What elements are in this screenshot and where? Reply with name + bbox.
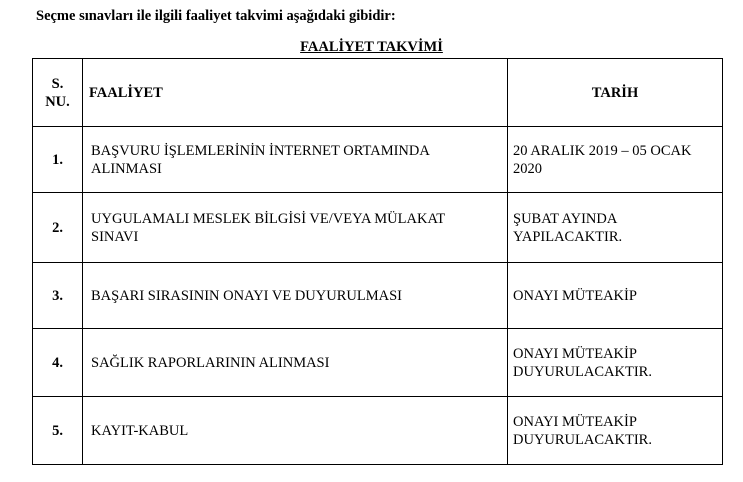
activity-line: UYGULAMALI MESLEK BİLGİSİ VE/VEYA MÜLAKAT [91,210,446,227]
table-row [33,193,723,263]
row-date [508,193,723,263]
row-date [508,127,723,193]
date-line: DUYURULACAKTIR. [513,431,652,448]
row-number: 4. [33,329,83,397]
date-line: ONAYI MÜTEAKİP [513,345,637,362]
date-line: DUYURULACAKTIR. [513,363,652,380]
header-number-line2: NU. [45,93,70,110]
table-row [33,397,723,465]
table-row [33,263,723,329]
row-number: 2. [33,193,83,263]
header-row [33,59,723,127]
row-number: 5. [33,397,83,465]
row-activity [83,397,508,465]
activity-line: BAŞVURU İŞLEMLERİNİN İNTERNET ORTAMINDA [91,142,430,159]
date-line: ONAYI MÜTEAKİP [513,413,637,430]
date-line: 20 ARALIK 2019 – 05 OCAK [513,142,692,159]
activity-line: SAĞLIK RAPORLARININ ALINMASI [91,354,330,371]
table-row [33,127,723,193]
row-activity [83,329,508,397]
intro-text: Seçme sınavları ile ilgili faaliyet takvimi aşağıdaki gibidir: [36,8,396,24]
activity-line: ALINMASI [91,160,162,177]
date-line: ŞUBAT AYINDA [513,210,618,227]
header-number-line1: S. [51,75,64,92]
row-activity [83,127,508,193]
table-title: FAALİYET TAKVİMİ [300,39,443,55]
header-date: TARİH [508,59,723,127]
row-activity [83,263,508,329]
date-line: YAPILACAKTIR. [513,228,623,245]
activity-line: BAŞARI SIRASININ ONAYI VE DUYURULMASI [91,287,402,304]
row-date [508,329,723,397]
header-number [33,59,83,127]
activity-schedule-table [32,58,723,465]
header-activity: FAALİYET [83,59,508,127]
activity-line: SINAVI [91,228,139,245]
row-number: 3. [33,263,83,329]
row-activity [83,193,508,263]
activity-line: KAYIT-KABUL [91,422,189,439]
row-date [508,397,723,465]
row-number: 1. [33,127,83,193]
table-row [33,329,723,397]
date-line: ONAYI MÜTEAKİP [513,287,637,304]
row-date [508,263,723,329]
date-line: 2020 [513,160,542,177]
